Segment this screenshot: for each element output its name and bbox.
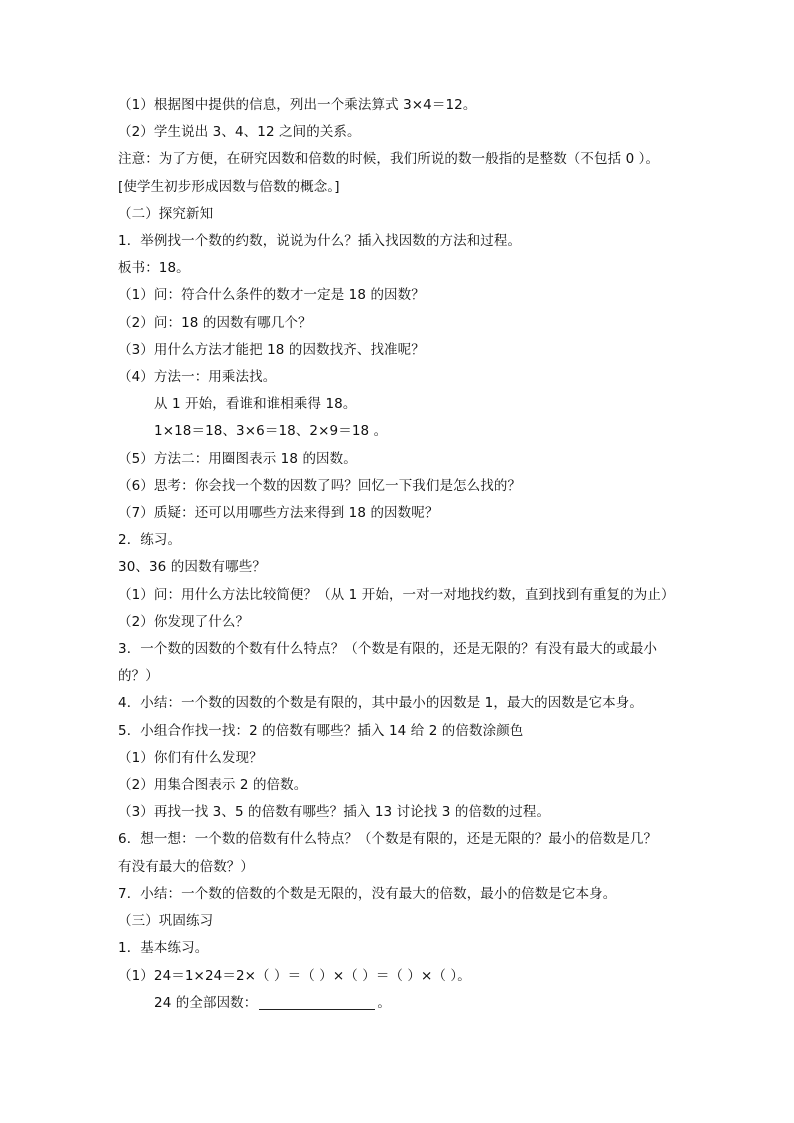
text-line: 6．想一想：一个数的倍数有什么特点？（个数是有限的，还是无限的？最小的倍数是几？	[118, 831, 658, 848]
text-line: （1）问：符合什么条件的数才一定是 18 的因数？	[118, 287, 425, 304]
section-heading: （二）探究新知	[118, 205, 214, 222]
text-line: （2）你发现了什么？	[118, 613, 250, 630]
text-line: （3）用什么方法才能把 18 的因数找齐、找准呢？	[118, 341, 425, 358]
text-line: 5．小组合作找一找：2 的倍数有哪些？插入 14 给 2 的倍数涂颜色	[118, 722, 524, 739]
text-line: （6）思考：你会找一个数的因数了吗？回忆一下我们是怎么找的？	[118, 477, 522, 494]
text-line: [使学生初步形成因数与倍数的概念。]	[118, 178, 340, 195]
text-line: （1）你们有什么发现？	[118, 749, 263, 766]
text-line: 1．基本练习。	[118, 940, 209, 957]
text-line: （1）问：用什么方法比较简便？（从 1 开始，一对一对地找约数，直到找到有重复的为止）	[118, 586, 675, 603]
text-line: 3．一个数的因数的个数有什么特点？（个数是有限的，还是无限的？有没有最大的或最小	[118, 641, 658, 658]
text-line: （3）再找一找 3、5 的倍数有哪些？插入 13 讨论找 3 的倍数的过程。	[118, 804, 551, 821]
text-line: 注意：为了方便，在研究因数和倍数的时候，我们所说的数一般指的是整数（不包括 0 ）。	[118, 151, 660, 168]
text-line: 从 1 开始，看谁和谁相乘得 18。	[154, 396, 357, 413]
text-line: 4．小结：一个数的因数的个数是有限的，其中最小的因数是 1，最大的因数是它本身。	[118, 695, 643, 712]
text-line: 2．练习。	[118, 532, 182, 549]
text-line: （4）方法一：用乘法找。	[118, 369, 277, 386]
text-line: 板书：18。	[118, 260, 190, 277]
text-line: 的？）	[118, 668, 159, 685]
sentence-end-mark: 。	[377, 994, 391, 1011]
text-line: （2）学生说出 3、4、12 之间的关系。	[118, 124, 361, 141]
text-line: 有没有最大的倍数？）	[118, 858, 254, 875]
text-line: （2）问：18 的因数有哪几个？	[118, 314, 312, 331]
text-line: （5）方法二：用圈图表示 18 的因数。	[118, 450, 357, 467]
text-line: （7）质疑：还可以用哪些方法来得到 18 的因数呢？	[118, 505, 439, 522]
answer-blank	[259, 994, 375, 1010]
text-line: （2）用集合图表示 2 的倍数。	[118, 777, 308, 794]
text-line	[118, 990, 688, 1017]
text-line: 1．举例找一个数的约数，说说为什么？插入找因数的方法和过程。	[118, 233, 522, 250]
text-line: （1）24＝1×24＝2×（ ）＝（ ）×（ ）＝（ ）×（ ）。	[118, 967, 471, 984]
text-line: 30、36 的因数有哪些？	[118, 559, 266, 576]
section-heading: （三）巩固练习	[118, 913, 214, 930]
document-body	[118, 92, 688, 1017]
factors-prompt: 24 的全部因数：	[154, 994, 258, 1011]
text-line: 7．小结：一个数的倍数的个数是无限的，没有最大的倍数，最小的倍数是它本身。	[118, 885, 617, 902]
text-line: （1）根据图中提供的信息，列出一个乘法算式 3×4＝12。	[118, 97, 477, 113]
text-line: 1×18＝18、3×6＝18、2×9＝18 。	[154, 423, 388, 440]
